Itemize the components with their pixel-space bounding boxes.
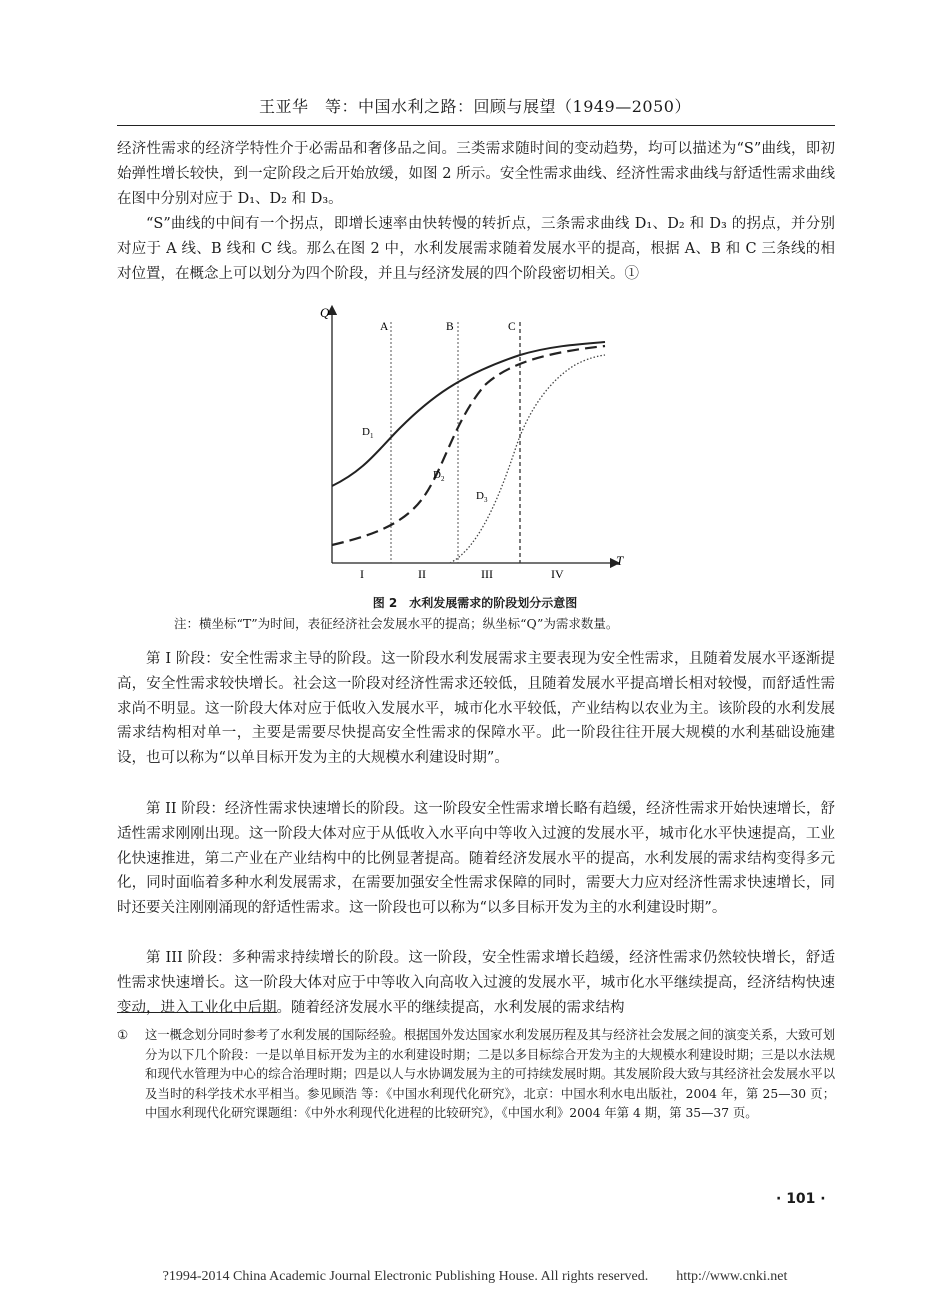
footnote-mark: ① [117, 1028, 129, 1042]
paragraph-4: 第 II 阶段：经济性需求快速增长的阶段。这一阶段安全性需求增长略有趋缓，经济性需求开始快速增长，舒适性需求刚刚出现。这一阶段大体对应于从低收入水平向中等收入过渡的发展水平，城市化水平快速提高，工业化快速推进，第二产业在产业结构中的比例显著提高。随着经济发展水平的提高，水利发展的需求结构变得多元化，同时面临着多种水利发展需求，在需要加强安全性需求保障的同时，需要大力应对经济性需求快速增长，同时还要关注刚刚涌现的舒适性需求。这一阶段也可以称为“以多目标开发为主的水利建设时期”。 [117, 801, 835, 917]
figure-note: 注：横坐标“T”为时间，表征经济社会发展水平的提高；纵坐标“Q”为需求数量。 [174, 616, 619, 631]
header-rule [117, 125, 835, 126]
copyright-line: ?1994-2014 China Academic Journal Electronic Publishing House. All rights reserved. http://www.cnki.net [162, 1269, 788, 1284]
curve-d3 [450, 355, 605, 563]
line-c-label: C [508, 321, 516, 333]
stage-label-3: III [481, 567, 493, 581]
stage-diagram [310, 300, 650, 590]
figure-caption: 图 2 水利发展需求的阶段划分示意图 [372, 596, 578, 610]
curve-d1-label: $D_1$ [362, 426, 374, 440]
paragraph-1: 经济性需求的经济学特性介于必需品和奢侈品之间。三类需求随时间的变动趋势，均可以描述为“S”曲线，即初始弹性增长较快，到一定阶段之后开始放缓，如图 2 所示。安全性需求曲线、经济性需求曲线与舒适性需求曲线在图中分别对应于 D₁、D₂ 和 D₃。 [117, 141, 835, 207]
paragraph-2: “S”曲线的中间有一个拐点，即增长速率由快转慢的转折点，三条需求曲线 D₁、D₂ 和 D₃ 的拐点，并分别对应于 A 线、B 线和 C 线。那么在图 2 中，水利发展需求随着发展水平的提高，根据 A、B 和 C 三条线的相对位置，在概念上可以划分为四个阶段，并且与经济发展的四个阶段密切相关。① [117, 216, 835, 282]
line-b-label: B [446, 321, 454, 333]
stage-label-4: IV [551, 567, 564, 581]
x-axis-label: T [616, 553, 624, 568]
footnote-text: 这一概念划分同时参考了水利发展的国际经验。根据国外发达国家水利发展历程及其与经济社会发展之间的演变关系，大致可划分为以下几个阶段：一是以单目标开发为主的水利建设时期；二是以多目标综合开发为主的大规模水利建设时期；三是以水法规和现代水管理为中心的综合治理时期；四是以人与水协调发展为主的可持续发展时期。其发展阶段大致与其经济社会发展水平以及当时的科学技术水平相当。参见顾浩 等：《中国水利现代化研究》，北京：中国水利水电出版社，2004 年，第 25—30 页；中国水利现代化研究课题组：《中外水利现代化进程的比较研究》，《中国水利》2004 年第 4 期，第 35—37 页。 [145, 1028, 835, 1120]
curve-d3-label: $D_3$ [476, 490, 488, 504]
footnote-rule [117, 1012, 277, 1013]
paragraph-5: 第 III 阶段：多种需求持续增长的阶段。这一阶段，安全性需求增长趋缓，经济性需求仍然较快增长，舒适性需求快速增长。这一阶段大体对应于中等收入向高收入过渡的发展水平，城市化水平继续提高，经济结构快速变动，进入工业化中后期。随着经济发展水平的继续提高，水利发展的需求结构 [117, 950, 835, 1016]
line-a-label: A [380, 321, 389, 333]
curve-d2-label: $D_2$ [433, 469, 445, 483]
footnote [117, 1026, 835, 1124]
running-head: 王亚华 等：中国水利之路：回顾与展望（1949—2050） [259, 97, 691, 116]
figure-2 [310, 300, 650, 590]
paragraph-3: 第 I 阶段：安全性需求主导的阶段。这一阶段水利发展需求主要表现为安全性需求，且随着发展水平逐渐提高，安全性需求较快增长。社会这一阶段对经济性需求还较低，且随着发展水平提高增长相对较慢，而舒适性需求尚不明显。这一阶段大体对应于低收入发展水平，城市化水平较低，产业结构以农业为主。该阶段的水利发展需求结构相对单一，主要是需要尽快提高安全性需求的保障水平。此一阶段往往开展大规模的水利基础设施建设，也可以称为“以单目标开发为主的大规模水利建设时期”。 [117, 651, 835, 767]
y-axis-label: Q [320, 305, 330, 320]
curve-d1 [332, 342, 605, 486]
page-number: · 101 · [776, 1191, 826, 1207]
stage-label-1: I [360, 567, 364, 581]
stage-label-2: II [418, 567, 426, 581]
